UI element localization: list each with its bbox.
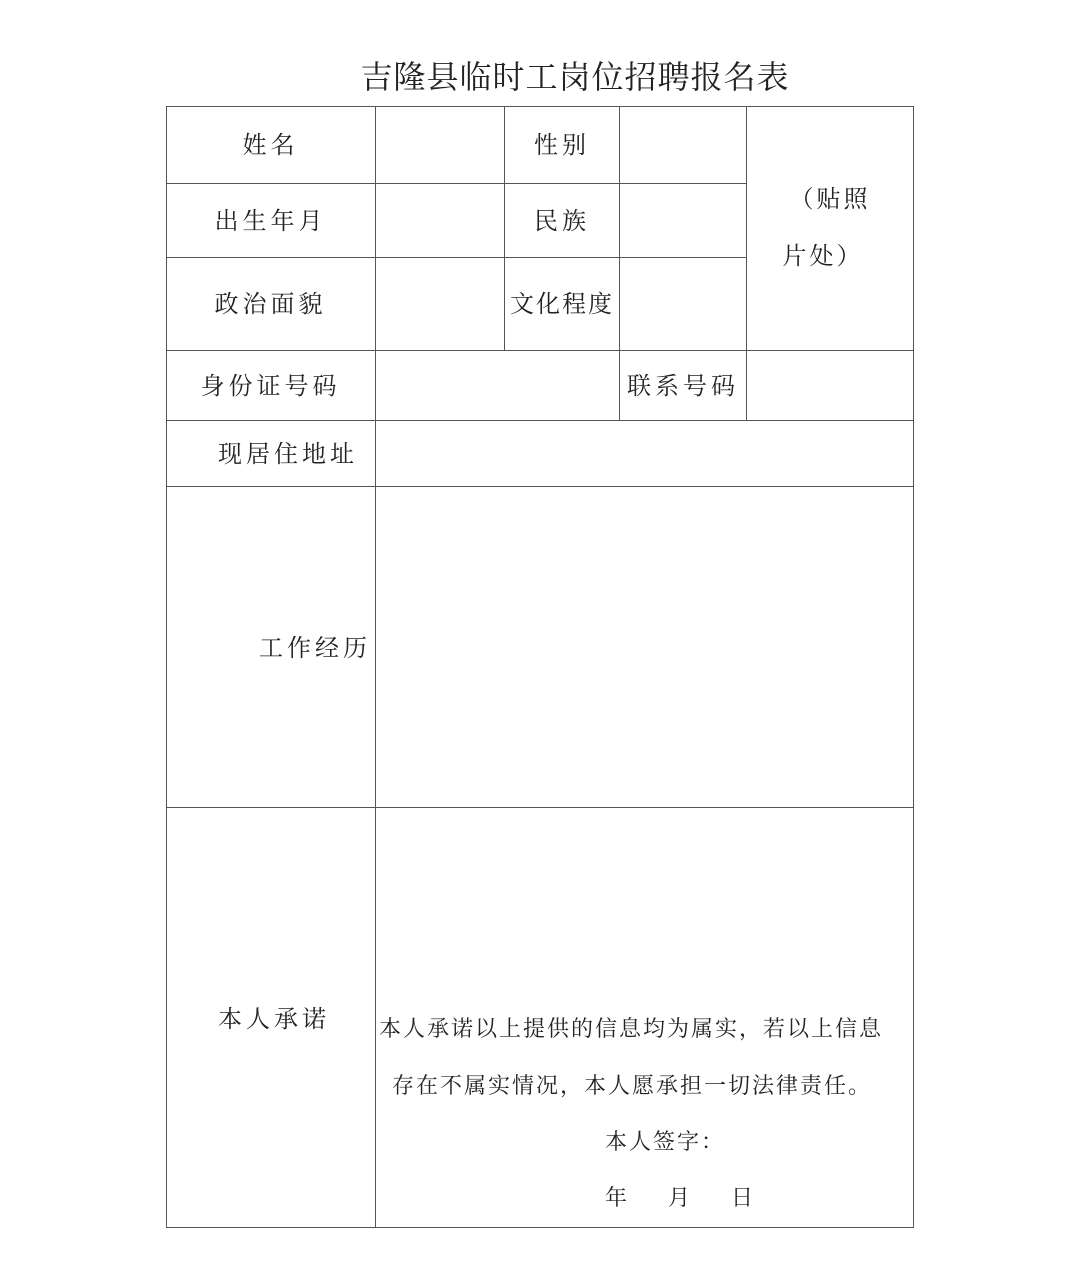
address-field[interactable] [376,421,913,486]
ethnicity-field[interactable] [620,184,746,257]
label-commitment: 本人承诺 [218,1005,330,1033]
birth-field[interactable] [376,184,504,257]
id-number-field[interactable] [376,351,619,420]
gender-field[interactable] [620,107,746,183]
signature-label: 本人签字： [605,1130,726,1155]
photo-placeholder[interactable] [747,171,913,285]
table-border-bottom [166,1227,914,1228]
commitment-text-line2: 存在不属实情况，本人愿承担一切法律责任。 [392,1074,873,1099]
date-label: 年 月 日 [605,1186,757,1211]
label-phone: 联系号码 [627,371,739,400]
work-experience-field[interactable] [376,487,913,807]
signature-field[interactable] [720,1126,900,1156]
photo-text-line2: 片处） [782,242,864,270]
label-political: 政治面貌 [214,290,327,318]
education-field[interactable] [620,258,746,350]
label-work-experience: 工作经历 [259,634,371,662]
label-education: 文化程度 [510,290,614,318]
label-ethnicity: 民族 [534,206,590,235]
label-name: 姓名 [242,131,299,159]
form-title: 吉隆县临时工岗位招聘报名表 [360,58,790,96]
name-field[interactable] [376,107,504,183]
photo-text-line1: （贴照 [789,185,871,213]
label-birth: 出生年月 [214,206,327,235]
political-field[interactable] [376,258,504,350]
label-id-number: 身份证号码 [200,371,341,400]
table-border-right [913,106,914,1228]
label-gender: 性别 [534,131,590,159]
label-address: 现居住地址 [218,440,358,468]
phone-field[interactable] [747,351,913,420]
commitment-text-line1: 本人承诺以上提供的信息均为属实，若以上信息 [379,1017,884,1042]
